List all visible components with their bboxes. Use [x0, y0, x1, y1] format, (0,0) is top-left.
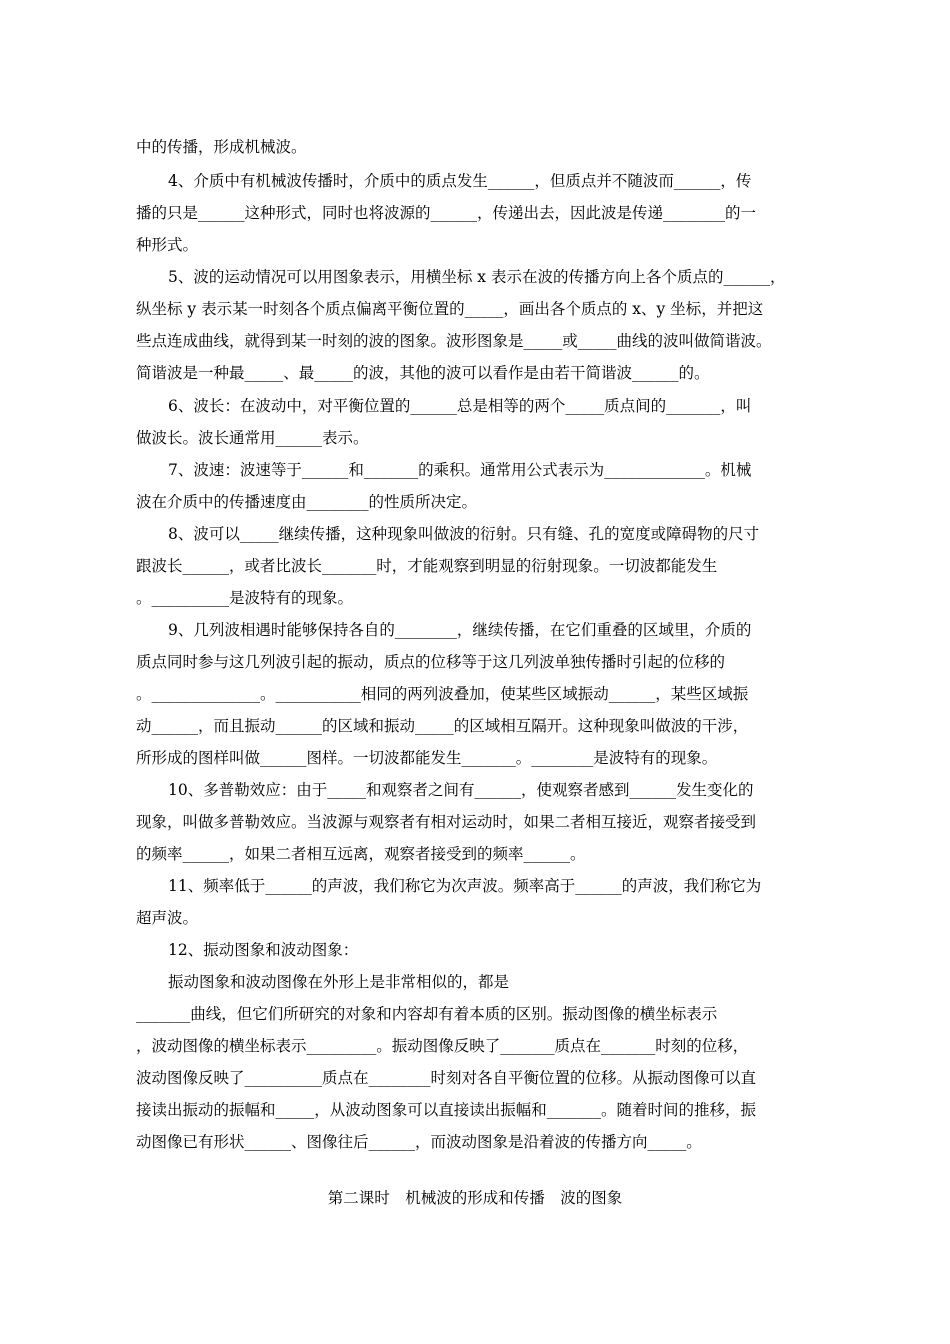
item-5-line-3: 些点连成曲线，就得到某一时刻的波的图象。波形图象是_____或_____曲线的波叫做简谐波。	[136, 332, 772, 350]
item-12-line-1: 振动图象和波动图像在外形上是非常相似的，都是	[168, 973, 510, 991]
item-4-line-2: 播的只是______这种形式，同时也将波源的______，传递出去，因此波是传递________的一	[136, 204, 757, 222]
item-12-line-3: ，波动图像的横坐标表示_________。振动图像反映了_______质点在_______时刻的位移，	[136, 1037, 749, 1055]
item-4-line-3: 种形式。	[136, 236, 199, 254]
item-9-line-3: 。______________。___________相同的两列波叠加，使某些区域振动______，某些区域振	[136, 685, 749, 703]
item-9-line-5: 所形成的图样叫做______图样。一切波都能发生_______。________是波特有的现象。	[136, 749, 718, 767]
item-5-line-1: 5、波的运动情况可以用图象表示，用横坐标 x 表示在波的传播方向上各个质点的______，	[168, 268, 786, 286]
item-10-line-3: 的频率______，如果二者相互远离，观察者接受到的频率______。	[136, 845, 586, 863]
item-6-line-2: 做波长。波长通常用______表示。	[136, 429, 369, 447]
item-10-line-2: 现象，叫做多普勒效应。当波源与观察者有相对运动时，如果二者相互接近，观察者接受到	[136, 813, 757, 831]
item-12-line-4: 波动图像反映了__________质点在________时刻对各自平衡位置的位移。从振动图像可以直	[136, 1069, 757, 1087]
item-10-line-1: 10、多普勒效应：由于_____和观察者之间有______，使观察者感到______发生变化的	[168, 781, 754, 799]
item-12-line-5: 接读出振动的振幅和_____，从波动图象可以直接读出振幅和_______。随着时间的推移，振	[136, 1101, 757, 1119]
item-8-line-3: 。__________是波特有的现象。	[136, 589, 354, 607]
item-7-line-2: 波在介质中的传播速度由________的性质所决定。	[136, 493, 478, 511]
item-8-line-1: 8、波可以_____继续传播，这种现象叫做波的衍射。只有缝、孔的宽度或障碍物的尺寸	[168, 525, 760, 543]
section-title: 第二课时 机械波的形成和传播 波的图象	[327, 1189, 623, 1207]
item-4-line-1: 4、介质中有机械波传播时，介质中的质点发生______，但质点并不随波而______，传	[168, 172, 752, 190]
item-5-line-2: 纵坐标 y 表示某一时刻各个质点偏离平衡位置的_____，画出各个质点的 x、y 坐标，并把这	[136, 300, 764, 318]
item-11-line-2: 超声波。	[136, 909, 199, 927]
item-12-heading: 12、振动图象和波动图象：	[168, 941, 359, 959]
item-9-line-4: 动______，而且振动______的区域和振动_____的区域相互隔开。这种现象叫做波的干涉，	[136, 717, 749, 735]
item-9-line-2: 质点同时参与这几列波引起的振动，质点的位移等于这几列波单独传播时引起的位移的	[136, 653, 726, 671]
item-12-line-2: _______曲线，但它们所研究的对象和内容却有着本质的区别。振动图像的横坐标表示	[136, 1005, 718, 1023]
text-line-continuation: 中的传播，形成机械波。	[136, 138, 307, 156]
item-9-line-1: 9、几列波相遇时能够保持各自的________，继续传播，在它们重叠的区域里，介质的	[168, 621, 752, 639]
item-11-line-1: 11、频率低于______的声波，我们称它为次声波。频率高于______的声波，我们称它为	[168, 877, 762, 895]
item-8-line-2: 跟波长______，或者比波长_______时，才能观察到明显的衍射现象。一切波都能发生	[136, 557, 718, 575]
item-5-line-4: 简谐波是一种最_____、最_____的波，其他的波可以看作是由若干简谐波______的。	[136, 364, 710, 382]
item-7-line-1: 7、波速：波速等于______和_______的乘积。通常用公式表示为_____________。机械	[168, 461, 752, 479]
item-12-line-6: 动图像已有形状______、图像往后______，而波动图象是沿着波的传播方向_____。	[136, 1133, 702, 1151]
item-6-line-1: 6、波长：在波动中，对平衡位置的______总是相等的两个_____质点间的_______，叫	[168, 397, 752, 415]
